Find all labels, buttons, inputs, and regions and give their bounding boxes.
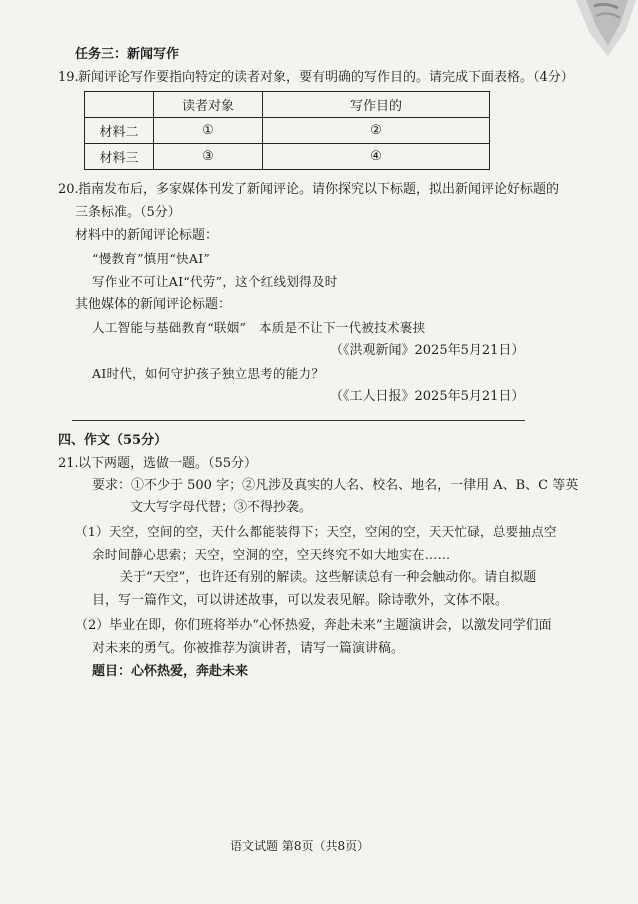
requirement-line1: 要求：①不少于 500 字；②凡涉及真实的人名、校名、地名，一律用 A、B、C 等英: [92, 478, 579, 493]
option2-line2: 对未来的勇气。你被推荐为演讲者，请写一篇演讲稿。: [92, 641, 405, 656]
table-header-cell: [85, 92, 154, 118]
q20-line1: 指南发布后，多家媒体刊发了新闻评论。请你探究以下标题，拟出新闻评论好标题的: [78, 182, 560, 197]
q19-table: [84, 91, 490, 170]
table-cell: ②: [263, 118, 490, 144]
source-2: （《工人日报》2025年5月21日）: [330, 389, 525, 404]
table-row: [85, 118, 490, 144]
table-cell: 材料三: [85, 144, 154, 170]
q20-number: 20.: [58, 182, 79, 197]
q21-intro: 以下两题，选做一题。（55分）: [78, 456, 258, 471]
material-title-2: 写作业不可让AI“代劳”，这个红线划得及时: [92, 274, 338, 289]
option1-line1: （1）天空，空间的空，天什么都能装得下；天空，空闲的空，天天忙碌，总要抽点空: [75, 524, 557, 539]
other-media-label: 其他媒体的新闻评论标题：: [75, 297, 232, 312]
option2-title: 题目：心怀热爱，奔赴未来: [92, 664, 249, 679]
q19-number: 19.: [58, 70, 79, 85]
table-cell: ③: [154, 144, 263, 170]
requirement-line2: 文大写字母代替；③不得抄袭。: [130, 500, 313, 515]
table-header-cell: 读者对象: [154, 92, 263, 118]
page-footer: 语文试题 第8页（共8页）: [230, 839, 370, 853]
source-1: （《洪观新闻》2025年5月21日）: [330, 343, 525, 358]
material-label: 材料中的新闻评论标题：: [75, 228, 219, 243]
q20-line2: 三条标准。（5分）: [75, 205, 181, 220]
q19-text: 新闻评论写作要指向特定的读者对象，要有明确的写作目的。请完成下面表格。（4分）: [78, 70, 574, 85]
option1-line2: 余时间静心思索；天空，空洞的空，空天终究不如大地实在……: [92, 547, 451, 562]
material-title-1: “慢教育”慎用“快AI”: [92, 251, 211, 266]
table-cell: ④: [263, 144, 490, 170]
corner-decoration: [566, 0, 638, 58]
table-row: [85, 144, 490, 170]
other-title-2: AI时代，如何守护孩子独立思考的能力？: [92, 366, 325, 381]
table-header-row: [85, 92, 490, 118]
other-title-1: 人工智能与基础教育“联姻” 本质是不让下一代被技术裹挟: [92, 320, 426, 335]
q21-number: 21.: [58, 456, 79, 471]
table-cell: ①: [154, 118, 263, 144]
section4-heading: 四、作文（55分）: [58, 433, 168, 448]
option1-line3: 关于“天空”，也许还有别的解读。这些解读总有一种会触动你。请自拟题: [120, 570, 537, 585]
option1-line4: 目，写一篇作文，可以讲述故事，可以发表见解。除诗歌外，文体不限。: [92, 593, 509, 608]
table-header-cell: 写作目的: [263, 92, 490, 118]
table-cell: 材料二: [85, 118, 154, 144]
option2-line1: （2）毕业在即，你们班将举办“心怀热爱，奔赴未来”主题演讲会，以激发同学们面: [75, 618, 552, 633]
task3-heading: 任务三：新闻写作: [75, 47, 180, 62]
section-divider: [72, 420, 525, 421]
